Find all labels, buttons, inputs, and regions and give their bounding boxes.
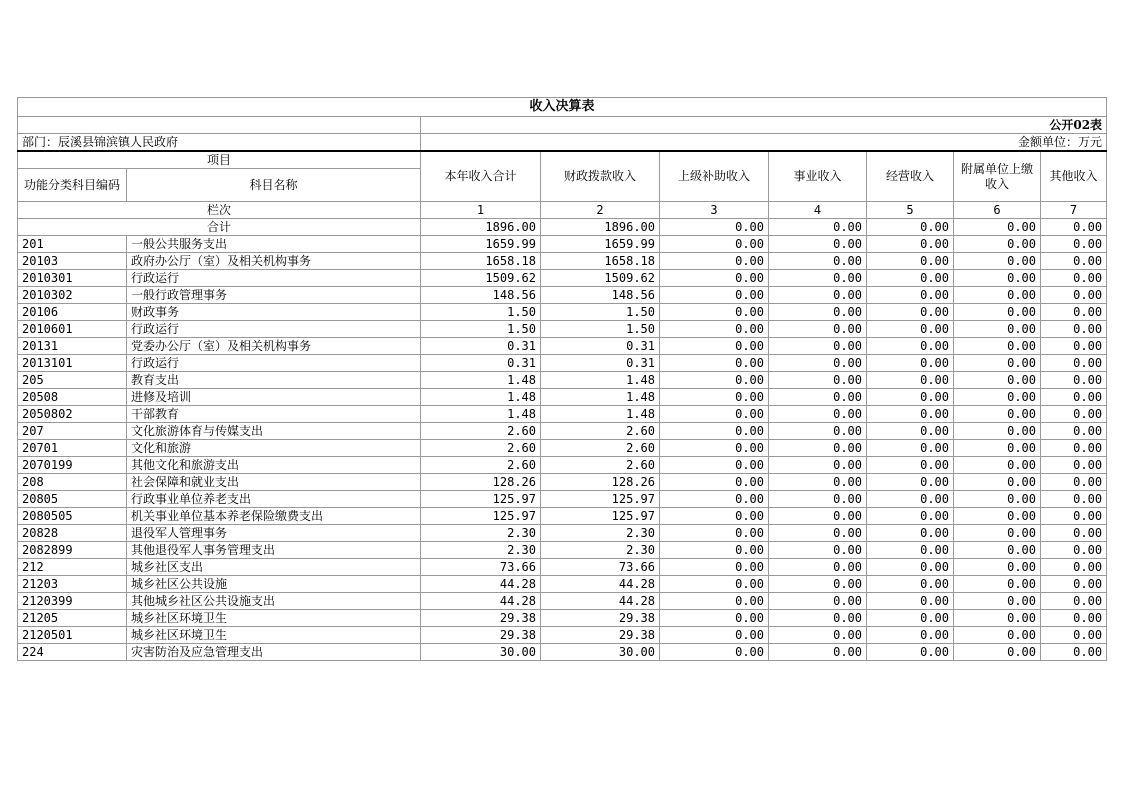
row-code: 224 (18, 644, 127, 661)
table-row (18, 627, 1107, 644)
row-value: 0.00 (867, 372, 954, 389)
row-value: 29.38 (541, 627, 660, 644)
row-value: 0.00 (769, 338, 867, 355)
row-value: 0.00 (867, 253, 954, 270)
row-value: 0.31 (421, 355, 541, 372)
row-value: 0.00 (769, 457, 867, 474)
row-name: 文化和旅游 (127, 440, 421, 457)
row-value: 1.50 (541, 304, 660, 321)
row-value: 0.00 (954, 236, 1041, 253)
row-value: 1.48 (541, 406, 660, 423)
row-value: 1658.18 (541, 253, 660, 270)
row-value: 1.50 (421, 304, 541, 321)
row-value: 0.00 (660, 304, 769, 321)
row-value: 0.00 (660, 474, 769, 491)
row-value: 1.50 (421, 321, 541, 338)
row-value: 30.00 (541, 644, 660, 661)
row-value: 0.00 (867, 525, 954, 542)
total-value: 0.00 (954, 219, 1041, 236)
row-value: 0.00 (660, 457, 769, 474)
row-value: 2.30 (541, 525, 660, 542)
row-value: 148.56 (541, 287, 660, 304)
total-value: 1896.00 (541, 219, 660, 236)
header-item: 项目 (18, 151, 421, 169)
total-value: 0.00 (660, 219, 769, 236)
row-code: 2070199 (18, 457, 127, 474)
column-index: 1 (421, 202, 541, 219)
row-value: 2.60 (421, 440, 541, 457)
row-value: 0.00 (1041, 304, 1107, 321)
row-value: 2.60 (541, 423, 660, 440)
row-value: 1509.62 (421, 270, 541, 287)
row-name: 行政运行 (127, 270, 421, 287)
column-index: 7 (1041, 202, 1107, 219)
row-code: 20805 (18, 491, 127, 508)
table-row (18, 644, 1107, 661)
row-value: 0.00 (954, 253, 1041, 270)
row-value: 44.28 (541, 576, 660, 593)
table-row (18, 525, 1107, 542)
row-code: 20508 (18, 389, 127, 406)
row-value: 0.00 (1041, 423, 1107, 440)
row-code: 20828 (18, 525, 127, 542)
row-value: 0.00 (867, 440, 954, 457)
row-value: 0.00 (954, 508, 1041, 525)
row-value: 0.00 (1041, 236, 1107, 253)
blank-cell (18, 117, 421, 134)
row-value: 0.00 (867, 491, 954, 508)
row-value: 0.00 (867, 406, 954, 423)
row-value: 0.00 (954, 355, 1041, 372)
row-value: 0.00 (867, 287, 954, 304)
row-value: 44.28 (421, 593, 541, 610)
row-value: 0.00 (954, 372, 1041, 389)
header-col-3: 上级补助收入 (660, 151, 769, 202)
row-value: 0.00 (769, 406, 867, 423)
row-value: 0.00 (769, 270, 867, 287)
row-value: 0.00 (660, 236, 769, 253)
row-value: 0.00 (954, 423, 1041, 440)
row-value: 0.00 (1041, 457, 1107, 474)
header-col-7: 其他收入 (1041, 151, 1107, 202)
row-value: 0.00 (867, 610, 954, 627)
row-value: 2.60 (541, 457, 660, 474)
table-row (18, 321, 1107, 338)
column-index: 6 (954, 202, 1041, 219)
row-code: 212 (18, 559, 127, 576)
row-value: 1659.99 (541, 236, 660, 253)
row-code: 2080505 (18, 508, 127, 525)
table-row (18, 440, 1107, 457)
row-value: 0.00 (660, 576, 769, 593)
row-value: 1.50 (541, 321, 660, 338)
row-code: 2082899 (18, 542, 127, 559)
row-value: 0.00 (1041, 491, 1107, 508)
row-name: 城乡社区公共设施 (127, 576, 421, 593)
row-value: 0.00 (769, 372, 867, 389)
header-col-5: 经营收入 (867, 151, 954, 202)
row-value: 0.00 (660, 389, 769, 406)
row-value: 1.48 (421, 406, 541, 423)
row-value: 0.00 (660, 593, 769, 610)
table-row (18, 423, 1107, 440)
row-name: 行政运行 (127, 321, 421, 338)
row-value: 0.00 (954, 525, 1041, 542)
row-value: 0.00 (1041, 542, 1107, 559)
row-value: 0.31 (421, 338, 541, 355)
row-name: 干部教育 (127, 406, 421, 423)
table-row (18, 576, 1107, 593)
row-value: 0.00 (867, 627, 954, 644)
row-value: 0.00 (1041, 627, 1107, 644)
row-value: 29.38 (541, 610, 660, 627)
row-value: 0.00 (1041, 338, 1107, 355)
row-value: 0.00 (769, 559, 867, 576)
row-value: 0.00 (1041, 389, 1107, 406)
table-row (18, 372, 1107, 389)
row-name: 其他城乡社区公共设施支出 (127, 593, 421, 610)
row-value: 0.00 (954, 270, 1041, 287)
row-value: 0.00 (660, 253, 769, 270)
table-row (18, 593, 1107, 610)
row-value: 0.00 (954, 644, 1041, 661)
row-code: 207 (18, 423, 127, 440)
row-value: 0.00 (1041, 253, 1107, 270)
table-row (18, 508, 1107, 525)
row-name: 其他退役军人事务管理支出 (127, 542, 421, 559)
row-value: 0.00 (867, 559, 954, 576)
row-value: 0.00 (660, 559, 769, 576)
row-value: 0.00 (867, 304, 954, 321)
row-value: 0.00 (769, 491, 867, 508)
row-value: 128.26 (421, 474, 541, 491)
row-value: 0.00 (954, 576, 1041, 593)
row-name: 社会保障和就业支出 (127, 474, 421, 491)
row-value: 0.00 (769, 576, 867, 593)
table-row (18, 253, 1107, 270)
row-value: 128.26 (541, 474, 660, 491)
table-row (18, 457, 1107, 474)
table-row (18, 406, 1107, 423)
row-value: 0.00 (1041, 355, 1107, 372)
row-value: 0.00 (1041, 474, 1107, 491)
table-row (18, 474, 1107, 491)
row-value: 29.38 (421, 610, 541, 627)
row-value: 0.00 (660, 508, 769, 525)
row-code: 2010302 (18, 287, 127, 304)
row-value: 125.97 (421, 491, 541, 508)
row-name: 机关事业单位基本养老保险缴费支出 (127, 508, 421, 525)
row-value: 0.00 (769, 389, 867, 406)
row-value: 73.66 (541, 559, 660, 576)
row-code: 2010601 (18, 321, 127, 338)
row-value: 0.00 (1041, 525, 1107, 542)
row-name: 城乡社区环境卫生 (127, 627, 421, 644)
table-row (18, 304, 1107, 321)
row-value: 1.48 (541, 372, 660, 389)
row-value: 0.00 (867, 423, 954, 440)
income-table (17, 97, 1107, 661)
department-label: 部门：辰溪县锦滨镇人民政府 (18, 134, 421, 152)
row-code: 20131 (18, 338, 127, 355)
row-value: 0.00 (954, 304, 1041, 321)
row-value: 0.00 (769, 474, 867, 491)
header-col-2: 财政拨款收入 (541, 151, 660, 202)
row-value: 0.00 (769, 593, 867, 610)
row-name: 一般公共服务支出 (127, 236, 421, 253)
header-code: 功能分类科目编码 (18, 169, 127, 202)
row-value: 0.00 (1041, 270, 1107, 287)
row-value: 0.00 (769, 321, 867, 338)
row-value: 0.00 (867, 270, 954, 287)
row-value: 1.48 (421, 372, 541, 389)
total-row (18, 219, 1107, 236)
table-row (18, 355, 1107, 372)
header-col-4: 事业收入 (769, 151, 867, 202)
row-code: 208 (18, 474, 127, 491)
row-name: 退役军人管理事务 (127, 525, 421, 542)
total-value: 0.00 (769, 219, 867, 236)
row-code: 2120399 (18, 593, 127, 610)
row-value: 2.30 (421, 542, 541, 559)
row-value: 0.00 (954, 338, 1041, 355)
row-value: 1.48 (541, 389, 660, 406)
row-value: 0.00 (954, 627, 1041, 644)
row-name: 进修及培训 (127, 389, 421, 406)
row-value: 0.00 (867, 474, 954, 491)
row-value: 0.00 (660, 321, 769, 338)
row-value: 0.00 (769, 355, 867, 372)
row-value: 0.00 (1041, 406, 1107, 423)
table-row (18, 559, 1107, 576)
row-name: 文化旅游体育与传媒支出 (127, 423, 421, 440)
row-value: 0.00 (954, 542, 1041, 559)
row-value: 0.00 (954, 321, 1041, 338)
row-name: 行政运行 (127, 355, 421, 372)
row-value: 0.00 (954, 474, 1041, 491)
row-value: 0.00 (660, 355, 769, 372)
row-value: 0.00 (867, 321, 954, 338)
row-value: 125.97 (541, 491, 660, 508)
row-value: 0.00 (867, 389, 954, 406)
row-value: 0.00 (660, 644, 769, 661)
table-row (18, 338, 1107, 355)
row-value: 0.00 (660, 423, 769, 440)
row-value: 0.00 (954, 287, 1041, 304)
row-name: 财政事务 (127, 304, 421, 321)
row-value: 1509.62 (541, 270, 660, 287)
row-value: 0.00 (867, 576, 954, 593)
row-value: 0.00 (1041, 559, 1107, 576)
form-code: 公开02表 (421, 117, 1107, 134)
header-col-6: 附属单位上缴收入 (954, 151, 1041, 202)
row-value: 0.00 (660, 440, 769, 457)
row-value: 2.60 (421, 457, 541, 474)
row-value: 44.28 (421, 576, 541, 593)
row-value: 30.00 (421, 644, 541, 661)
row-value: 0.00 (1041, 610, 1107, 627)
row-value: 0.31 (541, 338, 660, 355)
row-value: 1.48 (421, 389, 541, 406)
table-row (18, 236, 1107, 253)
header-name: 科目名称 (127, 169, 421, 202)
row-value: 0.00 (954, 389, 1041, 406)
table-row (18, 287, 1107, 304)
row-value: 0.00 (769, 287, 867, 304)
row-value: 0.00 (769, 644, 867, 661)
row-value: 0.00 (954, 406, 1041, 423)
row-name: 灾害防治及应急管理支出 (127, 644, 421, 661)
row-name: 党委办公厅（室）及相关机构事务 (127, 338, 421, 355)
column-index-label: 栏次 (18, 202, 421, 219)
row-value: 0.00 (660, 627, 769, 644)
table-title: 收入决算表 (18, 98, 1107, 117)
row-value: 0.00 (660, 287, 769, 304)
header-col-1: 本年收入合计 (421, 151, 541, 202)
row-value: 0.00 (1041, 372, 1107, 389)
row-value: 2.30 (541, 542, 660, 559)
row-code: 20106 (18, 304, 127, 321)
row-value: 0.00 (867, 338, 954, 355)
row-value: 125.97 (541, 508, 660, 525)
row-value: 0.00 (1041, 287, 1107, 304)
row-value: 0.00 (660, 610, 769, 627)
row-value: 0.00 (867, 355, 954, 372)
row-name: 教育支出 (127, 372, 421, 389)
row-code: 2010301 (18, 270, 127, 287)
total-value: 0.00 (867, 219, 954, 236)
row-name: 其他文化和旅游支出 (127, 457, 421, 474)
total-value: 1896.00 (421, 219, 541, 236)
row-value: 0.00 (660, 372, 769, 389)
row-value: 0.00 (1041, 593, 1107, 610)
row-code: 21205 (18, 610, 127, 627)
total-label: 合计 (18, 219, 421, 236)
row-value: 1658.18 (421, 253, 541, 270)
row-value: 0.00 (769, 525, 867, 542)
row-value: 0.00 (769, 304, 867, 321)
row-value: 0.00 (769, 440, 867, 457)
row-value: 0.00 (954, 491, 1041, 508)
row-value: 0.00 (954, 593, 1041, 610)
row-value: 0.00 (954, 440, 1041, 457)
column-index: 4 (769, 202, 867, 219)
row-value: 0.00 (1041, 440, 1107, 457)
row-code: 2013101 (18, 355, 127, 372)
row-value: 0.00 (769, 423, 867, 440)
row-value: 0.00 (867, 508, 954, 525)
row-value: 125.97 (421, 508, 541, 525)
row-value: 0.00 (1041, 644, 1107, 661)
row-name: 行政事业单位养老支出 (127, 491, 421, 508)
row-value: 0.00 (1041, 576, 1107, 593)
row-name: 城乡社区环境卫生 (127, 610, 421, 627)
column-index: 3 (660, 202, 769, 219)
row-value: 0.00 (660, 491, 769, 508)
row-value: 0.00 (660, 525, 769, 542)
row-code: 2120501 (18, 627, 127, 644)
row-value: 73.66 (421, 559, 541, 576)
row-name: 城乡社区支出 (127, 559, 421, 576)
table-row (18, 270, 1107, 287)
row-value: 2.60 (541, 440, 660, 457)
row-value: 0.00 (867, 593, 954, 610)
row-name: 政府办公厅（室）及相关机构事务 (127, 253, 421, 270)
row-value: 0.00 (954, 457, 1041, 474)
row-value: 0.00 (867, 644, 954, 661)
row-value: 0.00 (769, 542, 867, 559)
column-index: 5 (867, 202, 954, 219)
row-value: 0.00 (660, 406, 769, 423)
row-value: 29.38 (421, 627, 541, 644)
row-value: 0.00 (1041, 321, 1107, 338)
row-code: 20701 (18, 440, 127, 457)
row-value: 0.00 (769, 627, 867, 644)
unit-label: 金额单位：万元 (421, 134, 1107, 152)
total-value: 0.00 (1041, 219, 1107, 236)
row-code: 21203 (18, 576, 127, 593)
table-row (18, 542, 1107, 559)
row-value: 2.60 (421, 423, 541, 440)
row-value: 0.00 (954, 610, 1041, 627)
row-value: 0.31 (541, 355, 660, 372)
row-value: 0.00 (660, 338, 769, 355)
row-value: 0.00 (769, 253, 867, 270)
row-value: 148.56 (421, 287, 541, 304)
row-value: 2.30 (421, 525, 541, 542)
row-value: 0.00 (867, 542, 954, 559)
row-code: 2050802 (18, 406, 127, 423)
row-code: 201 (18, 236, 127, 253)
row-name: 一般行政管理事务 (127, 287, 421, 304)
row-code: 205 (18, 372, 127, 389)
row-code: 20103 (18, 253, 127, 270)
row-value: 0.00 (769, 236, 867, 253)
income-statement-sheet (17, 97, 1106, 661)
table-row (18, 610, 1107, 627)
row-value: 0.00 (769, 610, 867, 627)
column-index: 2 (541, 202, 660, 219)
table-row (18, 491, 1107, 508)
row-value: 0.00 (867, 236, 954, 253)
row-value: 0.00 (867, 457, 954, 474)
row-value: 0.00 (954, 559, 1041, 576)
row-value: 0.00 (660, 270, 769, 287)
row-value: 0.00 (769, 508, 867, 525)
table-row (18, 389, 1107, 406)
row-value: 0.00 (1041, 508, 1107, 525)
row-value: 44.28 (541, 593, 660, 610)
row-value: 1659.99 (421, 236, 541, 253)
row-value: 0.00 (660, 542, 769, 559)
